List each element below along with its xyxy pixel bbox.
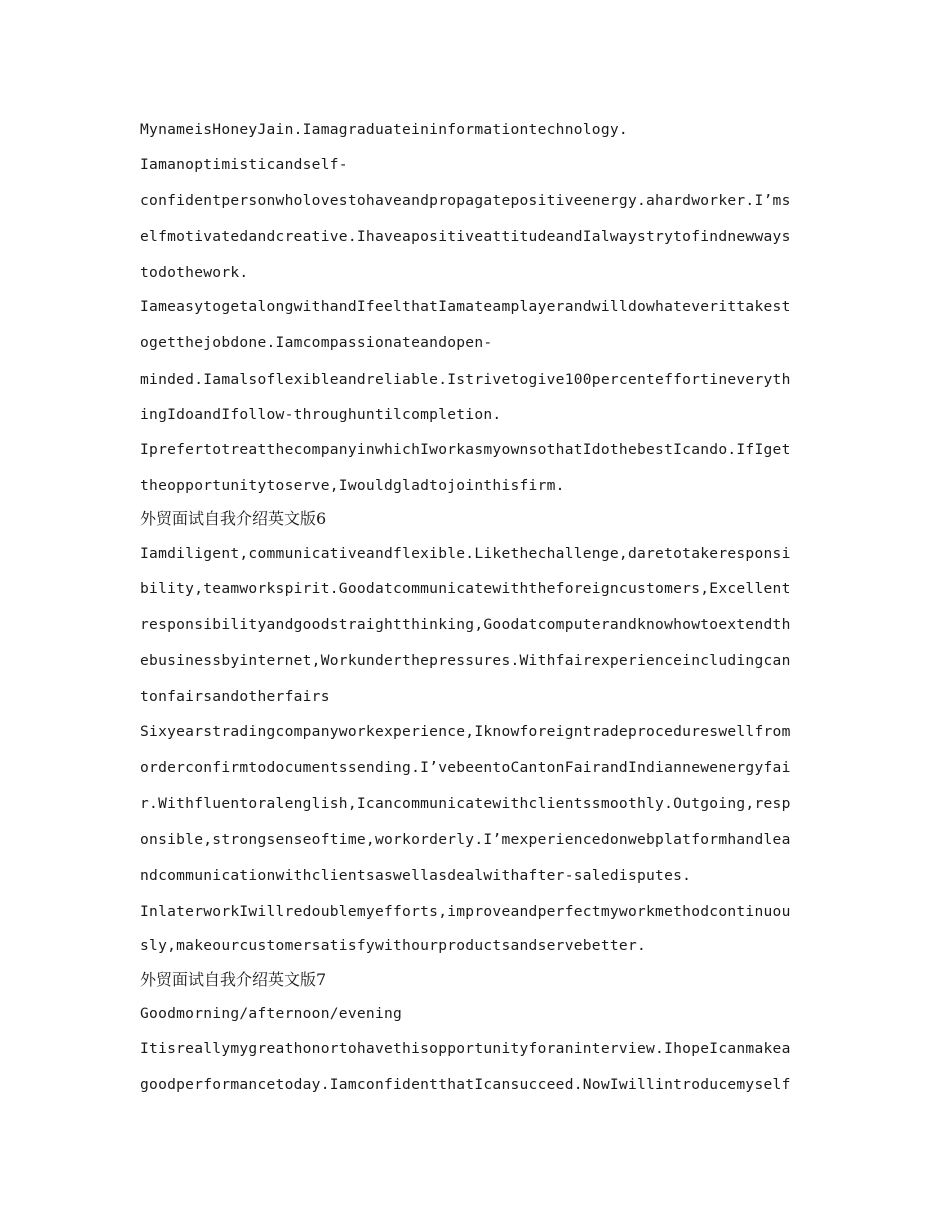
text-line: sly,makeourcustomersatisfywithourproductsandservebetter.	[140, 937, 647, 954]
text-line: Iamanoptimisticandself-	[140, 156, 348, 173]
text-line: todothework.	[140, 264, 249, 281]
text-line: IprefertotreatthecompanyinwhichIworkasmyownsothatIdothebestIcando.IfIget	[140, 441, 791, 458]
text-line: theopportunitytoserve,Iwouldgladtojointhisfirm.	[140, 477, 565, 494]
text-line: confidentpersonwholovestohaveandpropagatepositiveenergy.ahardworker.I’ms	[140, 192, 791, 209]
section-heading: 外贸面试自我介绍英文版6	[140, 509, 327, 528]
text-line: responsibilityandgoodstraightthinking,Goodatcomputerandknowhowtoextendth	[140, 616, 791, 633]
text-line: InlaterworkIwillredoublemyefforts,improveandperfectmyworkmethodcontinuou	[140, 903, 791, 920]
text-line: elfmotivatedandcreative.IhaveapositiveattitudeandIalwaystrytofindnewways	[140, 228, 791, 245]
text-line: MynameisHoneyJain.Iamagraduateininformationtechnology.	[140, 121, 628, 138]
section-heading: 外贸面试自我介绍英文版7	[140, 970, 327, 989]
text-line: bility,teamworkspirit.Goodatcommunicatewiththeforeigncustomers,Excellent	[140, 580, 791, 597]
text-line: minded.Iamalsoflexibleandreliable.Istrivetogive100percenteffortineveryth	[140, 371, 791, 388]
text-line: Iamdiligent,communicativeandflexible.Likethechallenge,daretotakeresponsi	[140, 545, 791, 562]
text-line: Goodmorning/afternoon/evening	[140, 1005, 403, 1022]
text-line: IameasytogetalongwithandIfeelthatIamateamplayerandwilldowhateverittakest	[140, 298, 791, 315]
text-line: ingIdoandIfollow-throughuntilcompletion.	[140, 406, 502, 423]
text-line: ndcommunicationwithclientsaswellasdealwithafter-saledisputes.	[140, 867, 692, 884]
text-line: goodperformancetoday.IamconfidentthatIcansucceed.NowIwillintroducemyself	[140, 1076, 791, 1093]
text-line: ogetthejobdone.Iamcompassionateandopen-	[140, 334, 493, 351]
text-line: Itisreallymygreathonortohavethisopportunityforaninterview.IhopeIcanmakea	[140, 1040, 791, 1057]
text-line: tonfairsandotherfairs	[140, 688, 330, 705]
text-line: orderconfirmtodocumentssending.I’vebeentoCantonFairandIndiannewenergyfai	[140, 759, 791, 776]
text-line: onsible,strongsenseoftime,workorderly.I’mexperiencedonwebplatformhandlea	[140, 831, 791, 848]
text-line: Sixyearstradingcompanyworkexperience,Iknowforeigntradeprocedureswellfrom	[140, 723, 791, 740]
text-line: ebusinessbyinternet,Workunderthepressures.Withfairexperienceincludingcan	[140, 652, 791, 669]
text-line: r.Withfluentoralenglish,Icancommunicatewithclientssmoothly.Outgoing,resp	[140, 795, 791, 812]
